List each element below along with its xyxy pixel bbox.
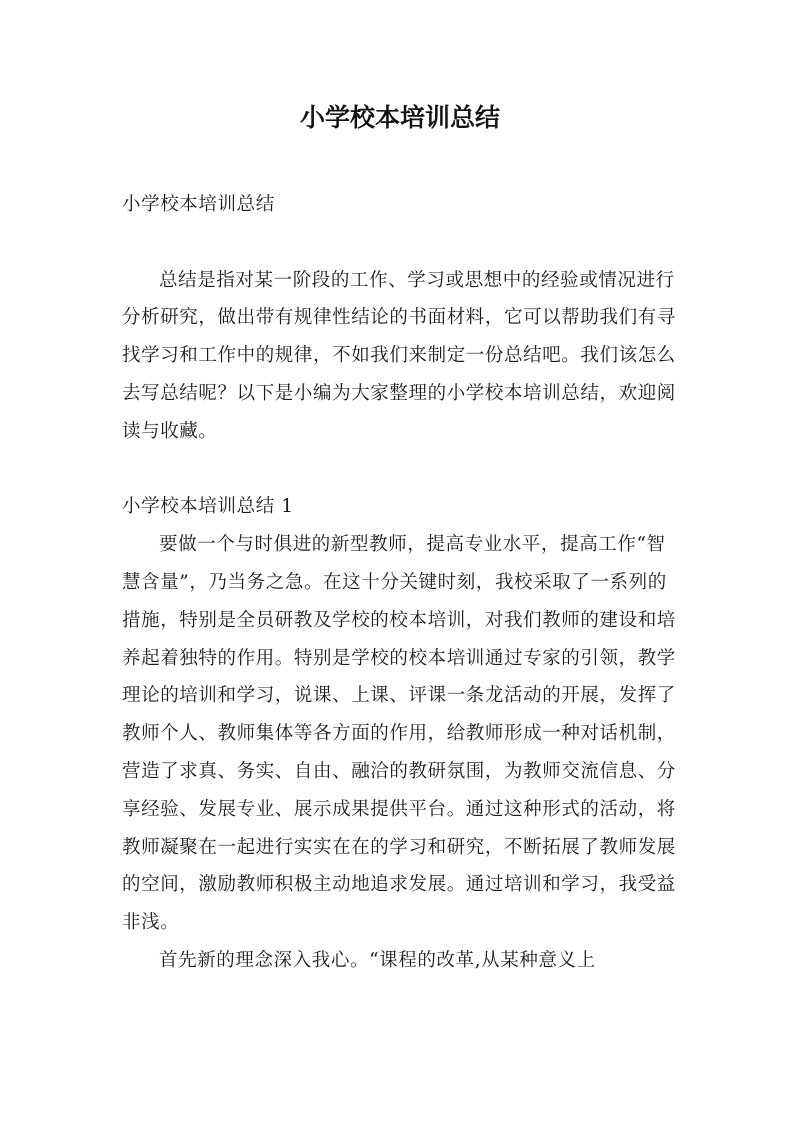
document-title: 小学校本培训总结	[299, 103, 500, 132]
document-body	[122, 186, 682, 980]
document-subtitle: 小学校本培训总结	[122, 194, 275, 215]
body-paragraph: 首先新的理念深入我心。“课程的改革,从某种意义上	[159, 949, 596, 971]
section-heading: 小学校本培训总结 1	[122, 496, 294, 518]
body-paragraph: 要做一个与时俱进的新型教师，提高专业水平，提高工作“智慧含量”，乃当务之急。在这十分关键时刻，我校采取了一系列的措施，特别是全员研教及学校的校本培训，对我们教师的建设和培养起着独特的作用。特别是学校的校本培训通过专家的引领，教学理论的培训和学习，说课、上课、评课一条龙活动的开展，发挥了教师个人、教师集体等各方面的作用，给教师形成一种对话机制，营造了求真、务实、自由、融洽的教研氛围，为教师交流信息、分享经验、发展专业、展示成果提供平台。通过这种形式的活动，将教师凝聚在一起进行实实在在的学习和研究，不断拓展了教师发展的空间，激励教师积极主动地追求发展。通过培训和学习，我受益非浅。	[122, 534, 676, 934]
intro-paragraph: 总结是指对某一阶段的工作、学习或思想中的经验或情况进行分析研究，做出带有规律性结论的书面材料，它可以帮助我们有寻找学习和工作中的规律，不如我们来制定一份总结吧。我们该怎么去写总结呢？以下是小编为大家整理的小学校本培训总结，欢迎阅读与收藏。	[122, 269, 676, 442]
